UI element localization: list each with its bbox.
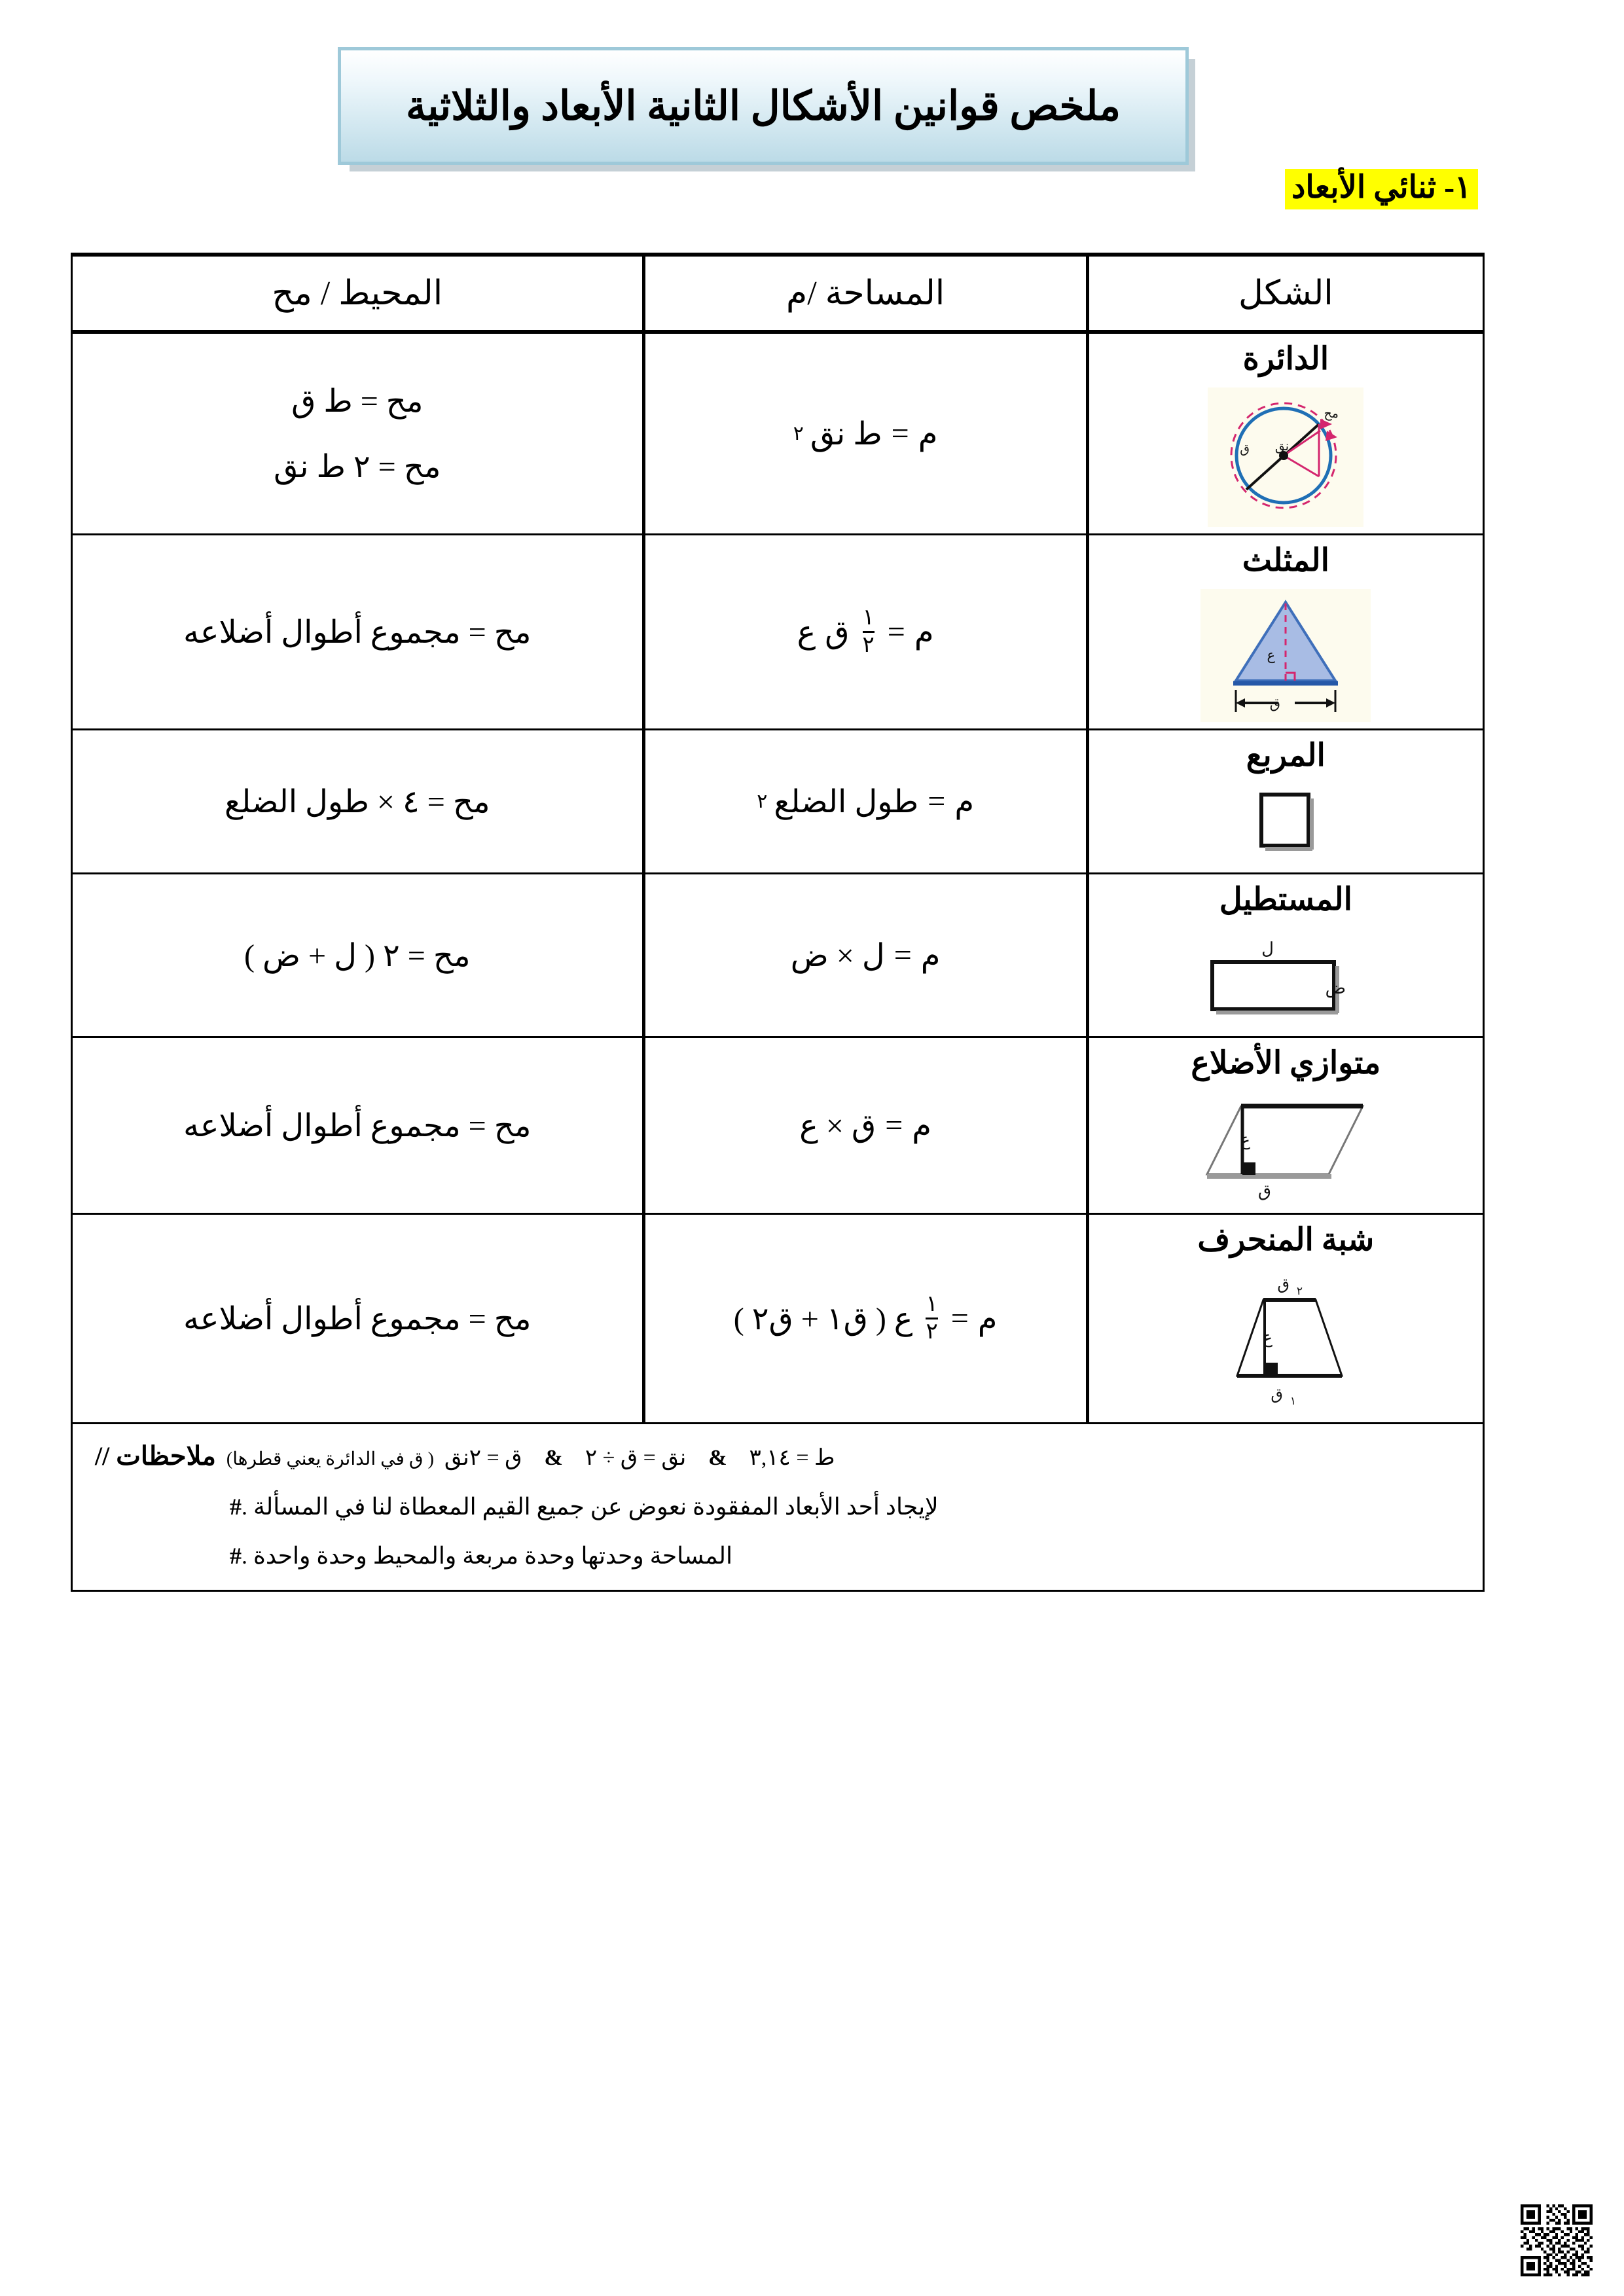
perimeter-formula-rectangle: مح = ٢ ( ل + ض ) xyxy=(244,938,471,973)
perimeter-cell-rectangle xyxy=(73,874,642,1036)
area-cell-parallelogram xyxy=(642,1038,1086,1213)
area-lhs: م xyxy=(914,615,934,650)
svg-text:ق: ق xyxy=(1258,1181,1272,1200)
svg-text:ع: ع xyxy=(1267,647,1276,663)
table-row xyxy=(73,874,1483,1038)
area-cell-circle xyxy=(642,334,1086,533)
header-area-label: المساحة /م xyxy=(786,275,945,312)
title-banner xyxy=(338,47,1189,165)
header-perimeter-label: المحيط / مح xyxy=(272,275,443,312)
shape-name-trapezoid: شبة المنحرف xyxy=(1197,1223,1375,1257)
shape-name-rectangle: المستطيل xyxy=(1219,882,1352,917)
notes-line-2 xyxy=(95,1494,1460,1520)
shape-cell-rectangle xyxy=(1086,874,1483,1036)
svg-text:مح: مح xyxy=(1324,407,1339,421)
equals-sign: = xyxy=(893,938,912,973)
area-lhs: م xyxy=(954,784,975,819)
fraction-denominator: ٢ xyxy=(926,1318,937,1344)
note-parenthetical: ( ق في الدائرة يعني قطرها) xyxy=(226,1449,434,1469)
shape-cell-trapezoid xyxy=(1086,1215,1483,1422)
note-diameter-formula: ق = ٢نق xyxy=(444,1446,522,1470)
fraction-numerator: ١ xyxy=(926,1292,938,1317)
fraction-one-half xyxy=(863,607,875,656)
section-label-2d: ١- ثنائي الأبعاد xyxy=(1285,169,1478,209)
note-3-text: المساحة وحدتها وحدة مربعة والمحيط وحدة واحدة . xyxy=(242,1543,733,1570)
table-row xyxy=(73,535,1483,730)
shape-cell-square xyxy=(1086,730,1483,872)
table-row xyxy=(73,1038,1483,1215)
notes-line-1 xyxy=(95,1441,1460,1471)
equals-sign: = xyxy=(928,784,946,819)
equals-sign: = xyxy=(887,615,905,649)
area-formula-circle xyxy=(793,416,938,452)
area-lhs: م xyxy=(912,1108,931,1143)
perimeter-formula-parallelogram: مح = مجموع أطوال أضلاعه xyxy=(183,1108,532,1143)
triangle-diagram xyxy=(1200,589,1371,722)
area-formula-square xyxy=(757,783,974,820)
table-row xyxy=(73,1215,1483,1424)
header-shape-label: الشكل xyxy=(1238,275,1333,312)
area-height: ع xyxy=(797,615,816,650)
area-rhs: ط نق xyxy=(810,416,882,452)
note-3-marker: # xyxy=(230,1543,242,1570)
square-diagram xyxy=(1236,784,1335,866)
area-rhs: طول الضلع xyxy=(774,784,919,819)
fraction-denominator: ٢ xyxy=(863,631,875,657)
svg-text:ق: ق xyxy=(1270,696,1281,711)
svg-text:ع: ع xyxy=(1262,1328,1273,1347)
equals-sign: = xyxy=(950,1301,969,1336)
notes-block xyxy=(73,1424,1483,1590)
table-header-row xyxy=(73,257,1483,334)
table-row xyxy=(73,730,1483,874)
formulas-table xyxy=(71,253,1485,1592)
shape-name-parallelogram: متوازي الأضلاع xyxy=(1191,1046,1381,1081)
perimeter-formula-circle-2: مح = ٢ ط نق xyxy=(274,449,441,484)
note-2-text: لإيجاد أحد الأبعاد المفقودة نعوض عن جميع القيم المعطاة لنا في المسألة . xyxy=(242,1494,939,1520)
svg-text:١: ١ xyxy=(1290,1395,1297,1407)
notes-heading: ملاحظات // xyxy=(95,1441,216,1471)
equals-sign: = xyxy=(885,1108,903,1143)
perimeter-cell-triangle xyxy=(73,535,642,728)
perimeter-formula-triangle: مح = مجموع أطوال أضلاعه xyxy=(183,615,532,650)
title-box xyxy=(338,47,1189,165)
svg-text:ع: ع xyxy=(1240,1130,1251,1149)
fraction-one-half xyxy=(926,1293,937,1343)
shape-name-square: المربع xyxy=(1246,738,1326,773)
shape-name-triangle: المثلث xyxy=(1242,543,1329,578)
parallelogram-diagram xyxy=(1187,1092,1384,1206)
notes-row xyxy=(73,1424,1483,1590)
page-title: ملخص قوانين الأشكال الثانية الأبعاد والثلاثية xyxy=(405,84,1121,129)
notes-line-3 xyxy=(95,1543,1460,1570)
shape-cell-triangle xyxy=(1086,535,1483,728)
circle-diagram xyxy=(1208,387,1363,527)
perimeter-formula-square: مح = ٤ × طول الضلع xyxy=(225,784,490,819)
area-formula-rectangle xyxy=(791,937,941,974)
area-formula-trapezoid xyxy=(734,1293,998,1343)
svg-text:ض: ض xyxy=(1325,978,1346,997)
svg-text:نق: نق xyxy=(1275,440,1290,454)
area-cell-triangle xyxy=(642,535,1086,728)
area-rhs: ع ( ق١ + ق٢ ) xyxy=(733,1301,913,1336)
note-radius-formula: نق = ق ÷ ٢ xyxy=(585,1446,687,1470)
trapezoid-diagram xyxy=(1194,1268,1377,1416)
note-ampersand-2: & xyxy=(708,1446,727,1470)
header-cell-perimeter xyxy=(73,257,642,330)
shape-name-circle: الدائرة xyxy=(1242,342,1329,376)
perimeter-cell-trapezoid xyxy=(73,1215,642,1422)
area-formula-parallelogram xyxy=(799,1107,931,1144)
area-cell-square xyxy=(642,730,1086,872)
note-2-marker: # xyxy=(230,1494,242,1520)
area-cell-rectangle xyxy=(642,874,1086,1036)
svg-text:ق: ق xyxy=(1271,1386,1284,1403)
svg-text:٢: ٢ xyxy=(1297,1285,1303,1297)
svg-text:ق: ق xyxy=(1240,442,1250,456)
shape-cell-parallelogram xyxy=(1086,1038,1483,1213)
area-rhs: ق × ع xyxy=(799,1108,876,1143)
header-cell-area xyxy=(642,257,1086,330)
perimeter-cell-circle xyxy=(73,334,642,533)
fraction-numerator: ١ xyxy=(862,605,875,630)
equals-sign: = xyxy=(891,416,909,451)
area-formula-triangle xyxy=(797,607,934,656)
qr-code xyxy=(1521,2204,1593,2276)
area-base: ق xyxy=(825,615,850,650)
svg-text:ل: ل xyxy=(1261,939,1274,958)
perimeter-cell-square xyxy=(73,730,642,872)
area-lhs: م xyxy=(918,416,938,452)
area-exponent: ٢ xyxy=(757,791,768,812)
note-ampersand-1: & xyxy=(544,1446,563,1470)
area-lhs: م xyxy=(977,1301,998,1336)
svg-text:ق: ق xyxy=(1277,1276,1290,1293)
perimeter-formula-trapezoid: مح = مجموع أطوال أضلاعه xyxy=(183,1301,532,1336)
table-row xyxy=(73,334,1483,535)
perimeter-formula-circle-1: مح = ط ق xyxy=(291,384,424,419)
rectangle-diagram xyxy=(1187,928,1384,1030)
area-lhs: م xyxy=(920,938,941,973)
area-rhs: ل × ض xyxy=(790,938,885,973)
header-cell-shape xyxy=(1086,257,1483,330)
area-exponent: ٢ xyxy=(793,423,804,444)
shape-cell-circle xyxy=(1086,334,1483,533)
perimeter-cell-parallelogram xyxy=(73,1038,642,1213)
note-pi-value: ط = ٣,١٤ xyxy=(749,1446,835,1470)
area-cell-trapezoid xyxy=(642,1215,1086,1422)
